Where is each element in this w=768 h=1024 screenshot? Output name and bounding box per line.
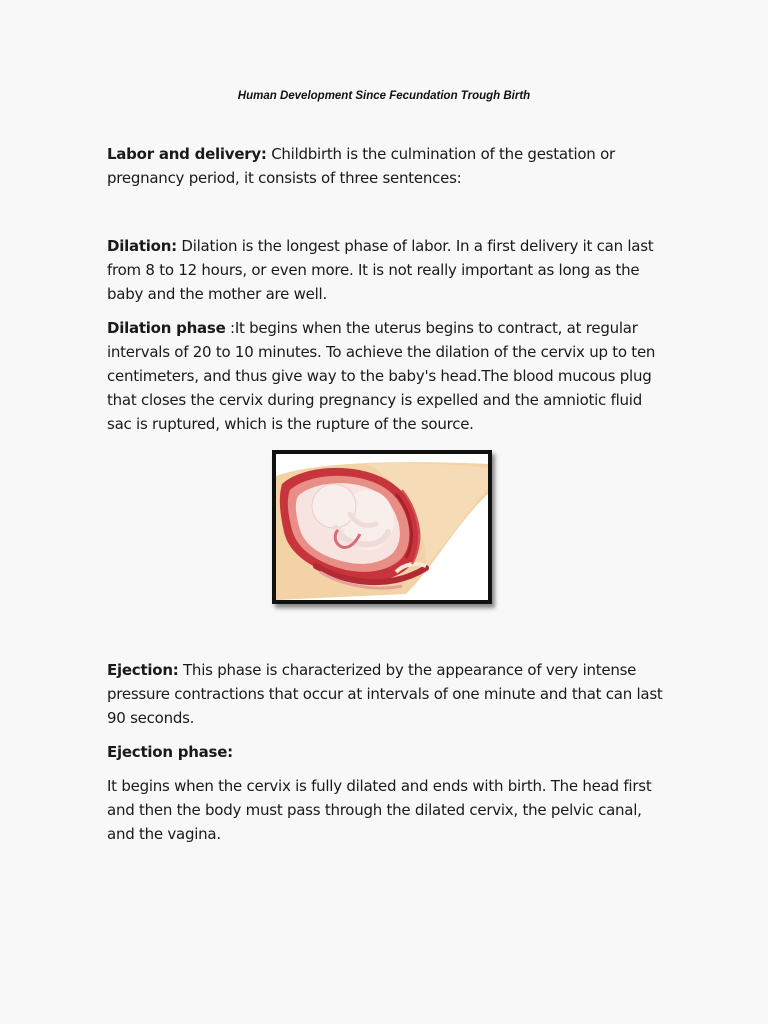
paragraph-ejection-phase-text [107,774,667,846]
paragraph-dilation-phase [107,316,667,436]
paragraph-dilation [107,234,667,306]
paragraph-text: It begins when the cervix is fully dilated and ends with birth. The head first and then the body must pass through the dilated cervix, the pelvic canal, and the vagina. [107,777,652,843]
childbirth-illustration [272,450,492,604]
paragraph-heading: Ejection: [107,661,179,679]
fetus-in-uterus-image [276,454,488,600]
paragraph-heading: Dilation: [107,237,177,255]
paragraph-text: This phase is characterized by the appearance of very intense pressure contractions that occur at intervals of one minute and that can last 90 seconds. [107,661,663,727]
paragraph-labor-and-delivery [107,142,667,190]
document-title: Human Development Since Fecundation Trough Birth [237,90,531,102]
paragraph-heading: Ejection phase: [107,743,233,761]
paragraph-ejection-phase-heading [107,740,667,764]
paragraph-heading: Labor and delivery: [107,145,267,163]
paragraph-ejection [107,658,667,730]
paragraph-text: Childbirth is the culmination of the gestation or pregnancy period, it consists of three sentences: [107,145,615,187]
paragraph-heading: Dilation phase [107,319,226,337]
paragraph-text: :It begins when the uterus begins to contract, at regular intervals of 20 to 10 minutes. To achieve the dilation of the cervix up to ten centimeters, and thus give way to the baby's head.The blood mucous plug that closes the cervix during pregnancy is expelled and the amniotic fluid sac is ruptured, which is the rupture of the source. [107,319,656,433]
paragraph-text: Dilation is the longest phase of labor. In a first delivery it can last from 8 to 12 hours, or even more. It is not really important as long as the baby and the mother are well. [107,237,654,303]
